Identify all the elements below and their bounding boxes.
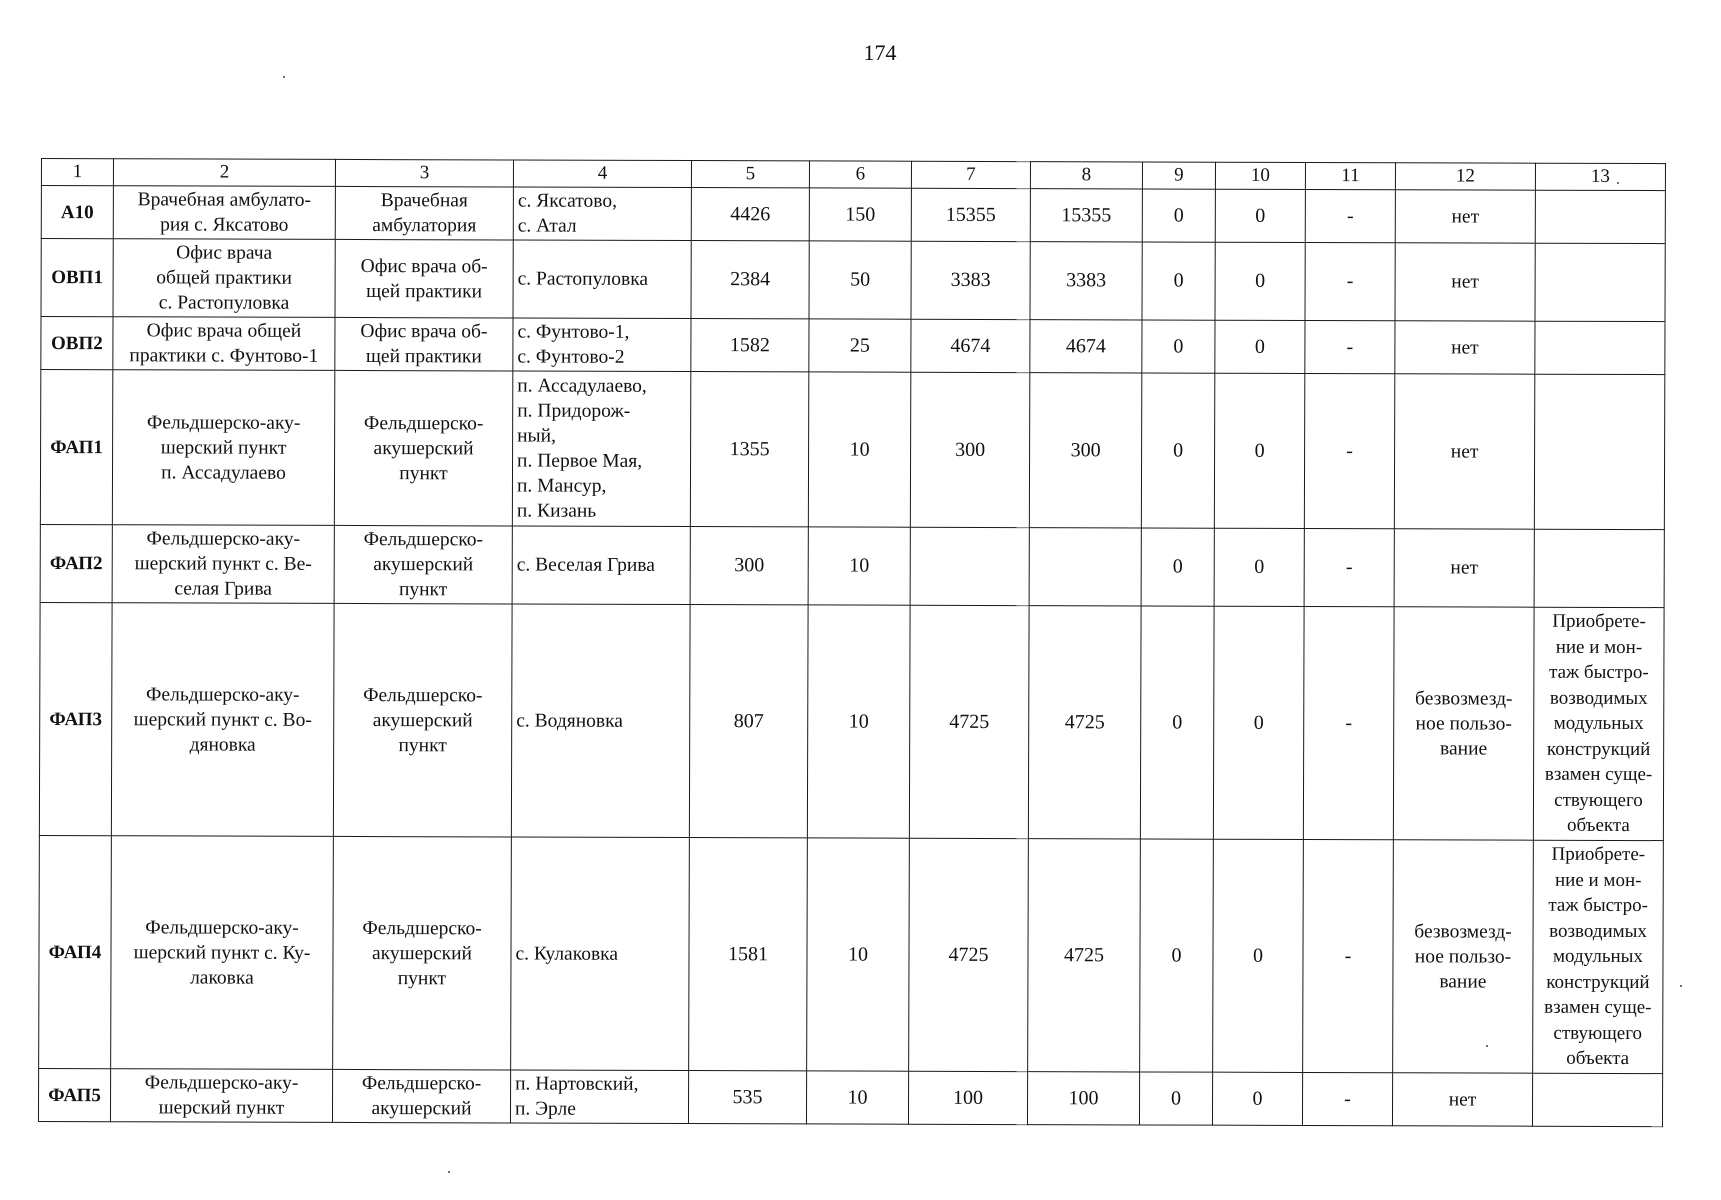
cell-col-8: 4725 <box>1028 839 1141 1072</box>
cell-col-9: 0 <box>1142 189 1215 242</box>
column-header: 4 <box>513 160 691 188</box>
cell-col-5: 1582 <box>691 319 809 372</box>
table-row <box>39 602 1664 840</box>
cell-col-10: 0 <box>1215 189 1305 242</box>
cell-col-8: 15355 <box>1030 189 1142 242</box>
scan-speck <box>448 1171 450 1173</box>
facility-code: ОВП1 <box>41 239 113 317</box>
cell-col-5: 807 <box>689 605 808 838</box>
cell-col-12: нет <box>1394 374 1534 529</box>
served-settlements: с. Яксатово, с. Атал <box>513 187 691 241</box>
cell-col-5: 1581 <box>689 838 808 1071</box>
facility-type: Фельдшерско- акушерский <box>332 1069 510 1123</box>
column-header: 10 <box>1215 162 1305 189</box>
column-header: 3 <box>335 159 513 187</box>
scan-speck <box>1680 985 1682 987</box>
cell-col-7: 4674 <box>911 319 1030 372</box>
facility-name: Фельдшерско-аку- шерский пункт с. Ве- селая Грива <box>112 525 334 604</box>
cell-col-11: - <box>1305 320 1395 373</box>
cell-col-9: 0 <box>1140 606 1214 839</box>
facility-name: Фельдшерско-аку- шерский пункт п. Ассадулаево <box>112 370 334 526</box>
column-header: 9 <box>1142 162 1215 189</box>
column-header: 7 <box>911 161 1030 188</box>
table-row <box>41 239 1665 322</box>
facility-name: Фельдшерско-аку- шерский пункт с. Во- дяновка <box>111 603 334 837</box>
cell-col-11: - <box>1303 606 1394 839</box>
column-header: 2 <box>113 159 335 187</box>
table-row <box>39 835 1664 1073</box>
cell-col-13 <box>1532 1073 1662 1126</box>
column-header: 8 <box>1030 162 1142 189</box>
facility-code: ФАП5 <box>38 1068 110 1121</box>
cell-col-10: 0 <box>1213 839 1304 1072</box>
served-settlements: с. Веселая Грива <box>512 526 690 605</box>
cell-col-11: - <box>1305 189 1395 242</box>
cell-col-6: 10 <box>808 527 910 605</box>
cell-col-10: 0 <box>1215 320 1305 373</box>
cell-col-8: 100 <box>1027 1072 1139 1125</box>
facility-type: Врачебная амбулатория <box>335 186 513 240</box>
cell-col-9: 0 <box>1142 242 1215 320</box>
facilities-table-wrapper <box>41 158 1666 1122</box>
scan-speck <box>1617 182 1619 184</box>
cell-col-6: 10 <box>807 605 910 838</box>
facility-code: А10 <box>41 186 113 239</box>
served-settlements: п. Нартовский, п. Эрле <box>510 1070 688 1124</box>
facility-name: Офис врача общей практики с. Растопуловка <box>113 239 335 318</box>
cell-col-9: 0 <box>1140 839 1214 1072</box>
cell-col-9: 0 <box>1139 1072 1212 1125</box>
served-settlements: с. Фунтово-1, с. Фунтово-2 <box>513 318 691 372</box>
column-header: 5 <box>691 161 809 188</box>
cell-col-5: 4426 <box>691 188 809 241</box>
column-header: 11 <box>1305 162 1395 189</box>
cell-col-7 <box>910 527 1029 605</box>
cell-col-9: 0 <box>1141 528 1214 606</box>
cell-col-12: нет <box>1394 529 1534 607</box>
cell-col-12: нет <box>1395 243 1535 321</box>
cell-col-11: - <box>1305 242 1395 320</box>
cell-col-7: 300 <box>910 372 1029 527</box>
facility-type: Фельдшерско- акушерский пункт <box>333 836 512 1070</box>
cell-col-11: - <box>1303 839 1394 1072</box>
cell-col-6: 50 <box>809 241 911 319</box>
cell-col-6: 150 <box>809 188 911 241</box>
cell-col-7: 3383 <box>911 241 1030 319</box>
facility-code: ФАП1 <box>40 370 112 525</box>
table-row <box>40 370 1664 530</box>
cell-col-7: 4725 <box>909 605 1029 838</box>
facility-code: ОВП2 <box>41 317 113 370</box>
facility-code: ФАП4 <box>39 835 112 1068</box>
cell-col-8: 300 <box>1029 373 1141 528</box>
facility-type: Офис врача об- щей практики <box>335 239 513 318</box>
cell-col-12: нет <box>1395 321 1535 374</box>
column-header: 12 <box>1395 163 1535 190</box>
cell-col-7: 4725 <box>909 838 1029 1071</box>
cell-col-5: 535 <box>688 1071 806 1124</box>
facilities-table <box>38 158 1666 1127</box>
facility-name: Фельдшерско-аку- шерский пункт с. Ку- лаковка <box>111 836 334 1070</box>
cell-col-13: Приобрете- ние и мон- таж быстро- возводимых модульных конструкций взамен суще- ствующего объекта <box>1533 840 1664 1073</box>
cell-col-5: 300 <box>690 527 808 605</box>
cell-col-13 <box>1534 529 1664 607</box>
facility-name: Офис врача общей практики с. Фунтово-1 <box>113 317 335 371</box>
table-row <box>38 1068 1662 1126</box>
cell-col-10: 0 <box>1215 242 1305 320</box>
cell-col-6: 10 <box>807 838 910 1071</box>
cell-col-8: 4725 <box>1028 606 1141 839</box>
cell-col-11: - <box>1304 373 1394 528</box>
facility-type: Фельдшерско- акушерский пункт <box>333 603 512 837</box>
column-header: 13 <box>1535 163 1665 190</box>
table-row <box>40 524 1664 607</box>
cell-col-9: 0 <box>1141 373 1214 528</box>
cell-col-11: - <box>1304 528 1394 606</box>
cell-col-7: 100 <box>908 1071 1027 1124</box>
served-settlements: с. Кулаковка <box>511 837 690 1071</box>
facility-code: ФАП3 <box>39 602 112 835</box>
column-header: 1 <box>41 159 113 186</box>
facility-type: Фельдшерско- акушерский пункт <box>334 370 512 526</box>
facility-name: Фельдшерско-аку- шерский пункт <box>110 1069 332 1123</box>
facility-type: Фельдшерско- акушерский пункт <box>334 525 512 604</box>
cell-col-12: нет <box>1392 1073 1532 1126</box>
cell-col-8: 3383 <box>1030 242 1142 320</box>
cell-col-8: 4674 <box>1030 320 1142 373</box>
cell-col-10: 0 <box>1212 1072 1302 1125</box>
cell-col-10: 0 <box>1214 373 1304 528</box>
cell-col-13 <box>1535 243 1665 321</box>
column-header: 6 <box>809 161 911 188</box>
page-number: 174 <box>863 40 897 65</box>
cell-col-6: 25 <box>809 319 911 372</box>
cell-col-6: 10 <box>808 372 910 527</box>
cell-col-13 <box>1535 321 1665 374</box>
cell-col-10: 0 <box>1213 606 1304 839</box>
facility-name: Врачебная амбулато- рия с. Яксатово <box>113 186 335 240</box>
cell-col-7: 15355 <box>911 188 1030 241</box>
cell-col-12: безвозмезд- ное пользо- вание <box>1393 840 1534 1073</box>
scan-speck <box>283 76 285 78</box>
cell-col-8 <box>1029 528 1141 606</box>
cell-col-6: 10 <box>806 1071 908 1124</box>
cell-col-10: 0 <box>1214 528 1304 606</box>
facility-type: Офис врача об- щей практики <box>335 317 513 371</box>
served-settlements: с. Водяновка <box>511 604 690 838</box>
cell-col-12: нет <box>1395 190 1535 243</box>
cell-col-13 <box>1534 374 1664 529</box>
cell-col-12: безвозмезд- ное пользо- вание <box>1393 607 1534 840</box>
facility-code: ФАП2 <box>40 524 112 602</box>
table-row <box>41 186 1665 244</box>
cell-col-13 <box>1535 190 1665 243</box>
cell-col-9: 0 <box>1142 320 1215 373</box>
served-settlements: с. Растопуловка <box>513 240 691 319</box>
table-row <box>41 317 1665 375</box>
cell-col-13: Приобрете- ние и мон- таж быстро- возводимых модульных конструкций взамен суще- ствующего объекта <box>1533 607 1664 840</box>
cell-col-5: 1355 <box>690 372 808 527</box>
scan-speck <box>1486 1045 1488 1047</box>
cell-col-11: - <box>1302 1072 1392 1125</box>
cell-col-5: 2384 <box>691 241 809 319</box>
served-settlements: п. Ассадулаево, п. Придорож- ный, п. Первое Мая, п. Мансур, п. Кизань <box>512 371 690 527</box>
